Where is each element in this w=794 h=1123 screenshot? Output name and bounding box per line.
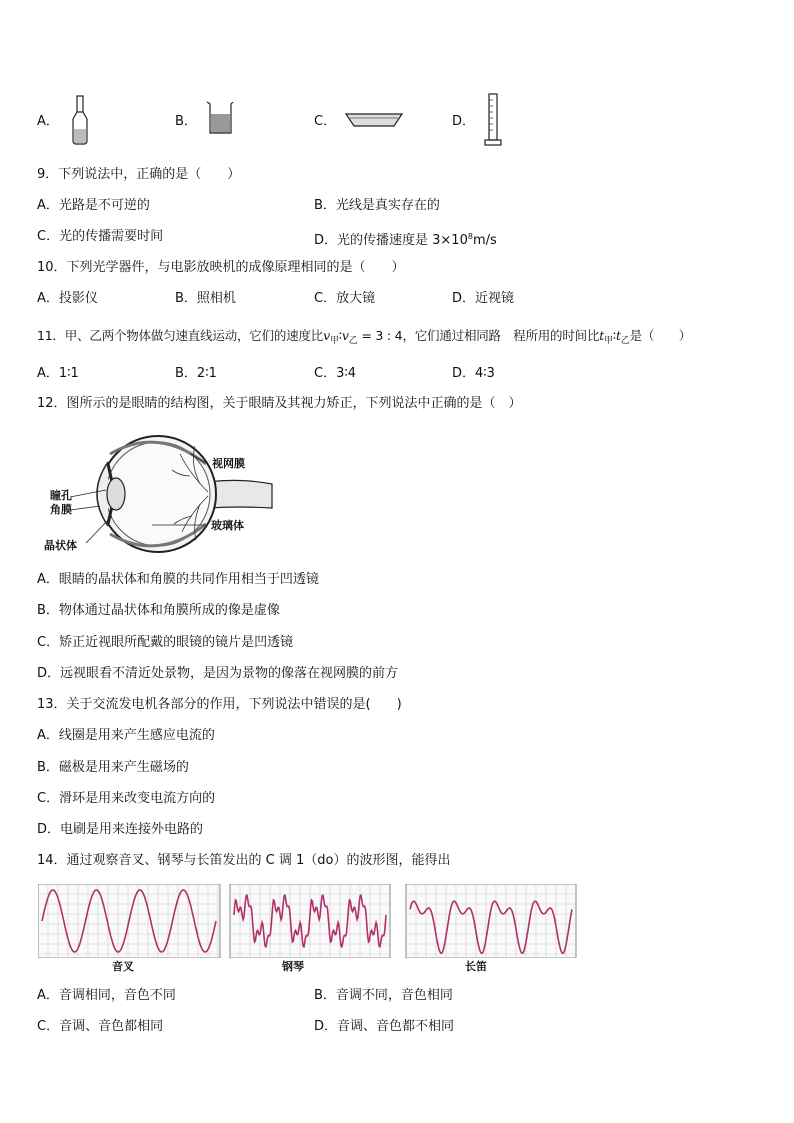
q8-option-d[interactable]: D． bbox=[452, 114, 476, 129]
beaker-icon bbox=[205, 100, 235, 136]
waveform-panels bbox=[38, 884, 578, 958]
flute-waveform-panel bbox=[406, 884, 576, 958]
q9-option-c[interactable]: C．光的传播需要时间 bbox=[37, 229, 164, 244]
flask-icon bbox=[70, 95, 90, 147]
pupil-label: 瞳孔 bbox=[50, 489, 72, 502]
q10-stem: 10．下列光学器件，与电影放映机的成像原理相同的是（ ） bbox=[37, 260, 405, 275]
q13-option-c[interactable]: C．滑环是用来改变电流方向的 bbox=[37, 791, 216, 806]
caption-tuning-fork: 音叉 bbox=[112, 960, 134, 973]
piano-waveform-panel bbox=[230, 884, 390, 958]
q14-stem: 14．通过观察音叉、钢琴与长笛发出的 C 调 1（do）的波形图，能得出 bbox=[37, 853, 451, 868]
q9-option-b[interactable]: B．光线是真实存在的 bbox=[314, 198, 440, 213]
vitreous-label: 玻璃体 bbox=[211, 519, 244, 532]
q11-option-d[interactable]: D．4∶3 bbox=[452, 366, 495, 381]
q13-option-d[interactable]: D．电刷是用来连接外电路的 bbox=[37, 822, 204, 837]
q11-option-b[interactable]: B．2∶1 bbox=[175, 366, 217, 381]
q8-option-c[interactable]: C． bbox=[314, 114, 337, 129]
q12-option-b[interactable]: B．物体通过晶状体和角膜所成的像是虚像 bbox=[37, 603, 280, 618]
q14-option-a[interactable]: A．音调相同，音色不同 bbox=[37, 988, 176, 1003]
q11-option-a[interactable]: A．1∶1 bbox=[37, 366, 79, 381]
lens-label: 晶状体 bbox=[44, 539, 77, 552]
flute-waveform-frame bbox=[406, 884, 576, 958]
evaporating-dish-icon bbox=[344, 110, 404, 130]
q10-option-b[interactable]: B．照相机 bbox=[175, 291, 236, 306]
q12-option-a[interactable]: A．眼睛的晶状体和角膜的共同作用相当于凹透镜 bbox=[37, 572, 319, 587]
retina-label: 视网膜 bbox=[212, 457, 245, 470]
q12-option-d[interactable]: D．远视眼看不清近处景物，是因为景物的像落在视网膜的前方 bbox=[37, 666, 399, 681]
q9-stem: 9．下列说法中，正确的是（ ） bbox=[37, 167, 241, 182]
eye-structure-diagram bbox=[40, 424, 280, 556]
caption-flute: 长笛 bbox=[465, 960, 487, 973]
q14-option-b[interactable]: B．音调不同，音色相同 bbox=[314, 988, 453, 1003]
graduated-cylinder-icon bbox=[483, 92, 503, 148]
q11-stem: 11．甲、乙两个物体做匀速直线运动，它们的速度比$v_甲∶v_乙 = 3$ : 4，它们通过相同路 程所用的时间比$t_甲∶t_乙$是（ ） bbox=[37, 328, 692, 346]
caption-piano: 钢琴 bbox=[282, 960, 304, 973]
q14-option-d[interactable]: D．音调、音色都不相同 bbox=[314, 1019, 455, 1034]
q13-stem: 13．关于交流发电机各部分的作用，下列说法中错误的是( ) bbox=[37, 697, 402, 712]
q11-option-c[interactable]: C．3∶4 bbox=[314, 366, 357, 381]
q12-option-c[interactable]: C．矫正近视眼所配戴的眼镜的镜片是凹透镜 bbox=[37, 635, 294, 650]
q8-option-b[interactable]: B． bbox=[175, 114, 197, 129]
q12-stem: 12．图所示的是眼睛的结构图，关于眼睛及其视力矫正，下列说法中正确的是（ ） bbox=[37, 396, 522, 411]
q13-option-b[interactable]: B．磁极是用来产生磁场的 bbox=[37, 760, 189, 775]
q10-option-d[interactable]: D．近视镜 bbox=[452, 291, 515, 306]
q9-option-a[interactable]: A．光路是不可逆的 bbox=[37, 198, 150, 213]
cornea-label: 角膜 bbox=[50, 503, 72, 516]
q8-option-a[interactable]: A． bbox=[37, 114, 59, 129]
q14-option-c[interactable]: C．音调、音色都相同 bbox=[37, 1019, 164, 1034]
q13-option-a[interactable]: A．线圈是用来产生感应电流的 bbox=[37, 728, 215, 743]
q9-option-d[interactable]: D．光的传播速度是 $3\times 10^8m/s$ bbox=[314, 232, 497, 248]
tuning-fork-waveform-panel bbox=[38, 884, 220, 958]
q10-option-c[interactable]: C．放大镜 bbox=[314, 291, 376, 306]
q10-option-a[interactable]: A．投影仪 bbox=[37, 291, 98, 306]
